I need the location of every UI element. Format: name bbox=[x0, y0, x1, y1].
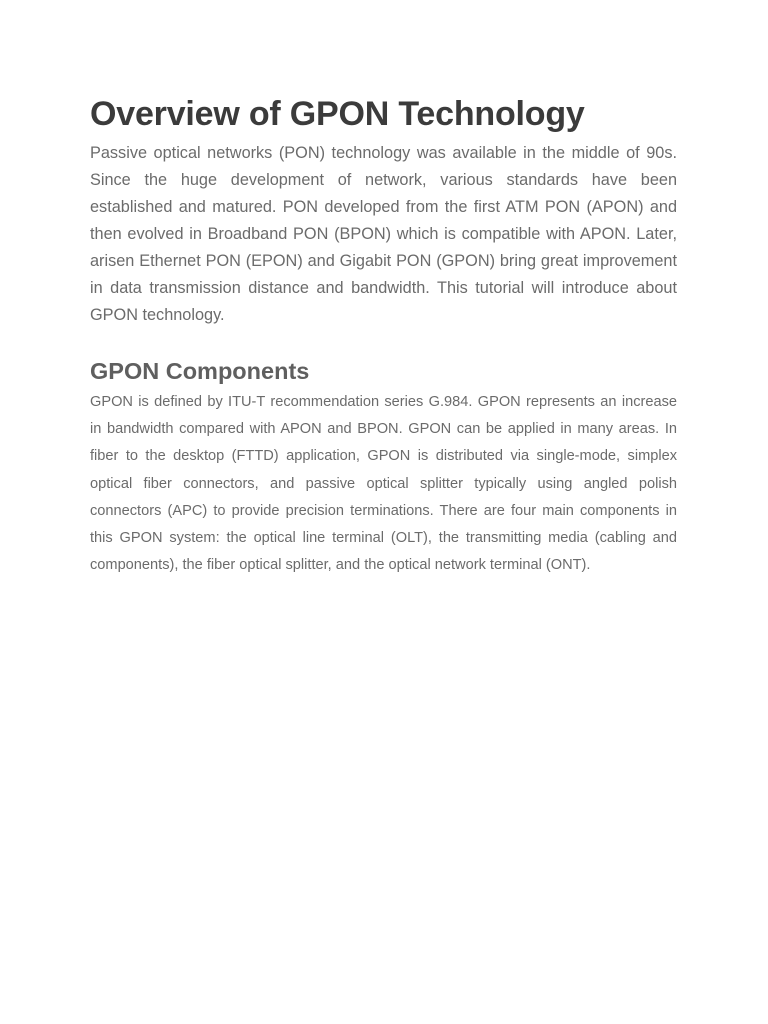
section-body-gpon-components: GPON is defined by ITU-T recommendation series G.984. GPON represents an increase in bandwidth compared with APON and BPON. GPON can be applied in many areas. In fiber to the desktop (FTTD) application, GPON is distributed via single-mode, simplex optical fiber connectors, and passive optical splitter typically using angled polish connectors (APC) to provide precision terminations. There are four main components in this GPON system: the optical line terminal (OLT), the transmitting media (cabling and components), the fiber optical splitter, and the optical network terminal (ONT). bbox=[90, 394, 677, 574]
intro-paragraph: Passive optical networks (PON) technology was available in the middle of 90s. Since the huge development of network, various standards have been established and matured. PON developed from the first ATM PON (APON) and then evolved in Broadband PON (BPON) which is compatible with APON. Later, arisen Ethernet PON (EPON) and Gigabit PON (GPON) bring great improvement in data transmission distance and bandwidth. This tutorial will introduce about GPON technology. bbox=[90, 144, 677, 324]
section-heading-gpon-components: GPON Components bbox=[90, 358, 310, 384]
document-page bbox=[90, 92, 677, 579]
page-title: Overview of GPON Technology bbox=[90, 95, 585, 133]
